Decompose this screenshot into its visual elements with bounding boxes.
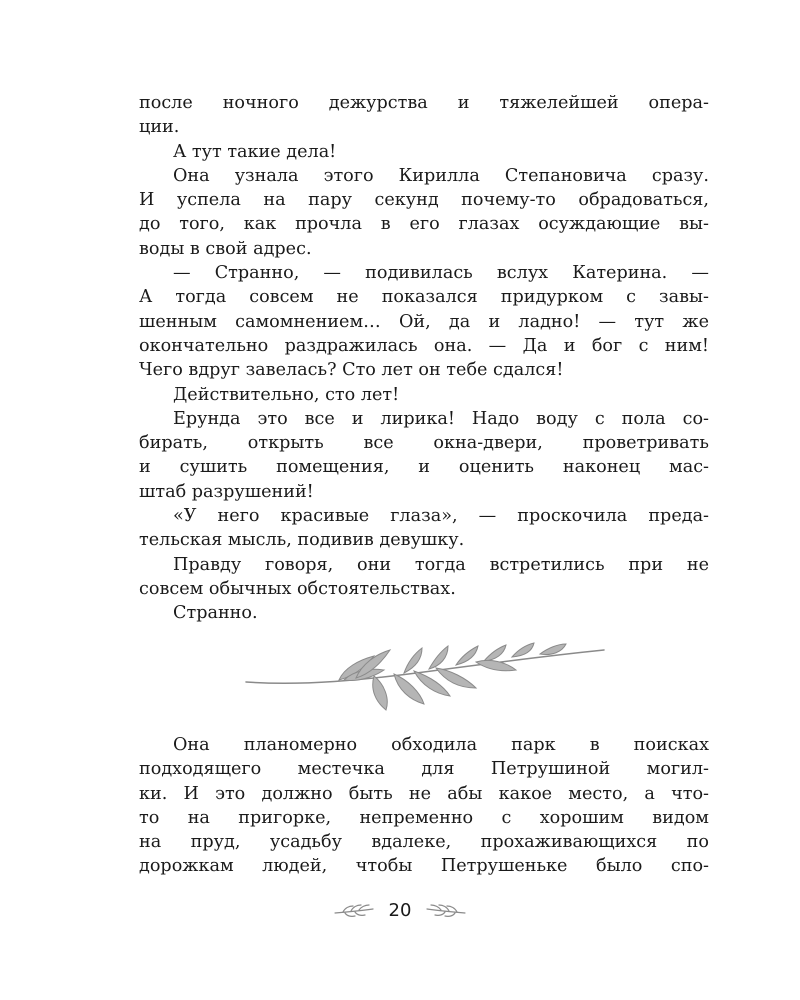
page-footer [0, 897, 800, 925]
text-line: Странно. [173, 603, 258, 624]
text-line: «У него красивые глаза», — проскочила преда- [173, 506, 709, 527]
leaf-sprig-icon [425, 904, 467, 918]
text-line: воды в свой адрес. [139, 238, 312, 259]
text-block-top [139, 91, 709, 626]
text-line: подходящего местечка для Петрушиной могил- [139, 759, 709, 780]
text-line: И успела на пару секунд почему-то обрадоваться, [139, 190, 709, 211]
text-line: окончательно раздражилась она. — Да и бог с ним! [139, 335, 709, 356]
text-line: то на пригорке, непременно с хорошим видом [139, 807, 709, 828]
text-line: Правду говоря, они тогда встретились при не [173, 554, 709, 575]
text-line: бирать, открыть все окна-двери, проветривать [139, 433, 709, 454]
text-line: Она планомерно обходила парк в поисках [173, 735, 709, 755]
text-line: на пруд, усадьбу вдалеке, прохаживающихся по [139, 832, 709, 853]
text-line: до того, как прочла в его глазах осуждающие вы- [139, 214, 709, 235]
text-line: ции. [139, 117, 180, 138]
text-line: штаб разрушений! [139, 481, 314, 502]
olive-branch-icon [244, 640, 606, 715]
leaf-sprig-icon [333, 904, 375, 918]
page-number: 20 [388, 900, 412, 921]
text-line: Она узнала этого Кирилла Степановича сразу. [173, 165, 709, 186]
text-block-bottom [139, 733, 709, 879]
text-line: и сушить помещения, и оценить наконец мас- [139, 457, 709, 478]
text-line: А тогда совсем не показался придурком с завы- [139, 287, 709, 308]
text-line: Ерунда это все и лирика! Надо воду с пола со- [173, 408, 709, 429]
text-line: дорожкам людей, чтобы Петрушеньке было спо- [139, 856, 709, 877]
text-line: совсем обычных обстоятельствах. [139, 578, 456, 599]
text-line: А тут такие дела! [173, 141, 337, 162]
text-line: ки. И это должно быть не абы какое место, а что- [139, 783, 709, 804]
text-line: шенным самомнением… Ой, да и ладно! — тут же [139, 311, 709, 332]
text-line: после ночного дежурства и тяжелейшей опера- [139, 93, 709, 113]
text-line: Чего вдруг завелась? Сто лет он тебе сдался! [139, 360, 564, 381]
text-line: тельская мысль, подивив девушку. [139, 530, 465, 551]
text-line: Действительно, сто лет! [173, 384, 400, 405]
text-line: — Странно, — подивилась вслух Катерина. — [173, 263, 709, 284]
